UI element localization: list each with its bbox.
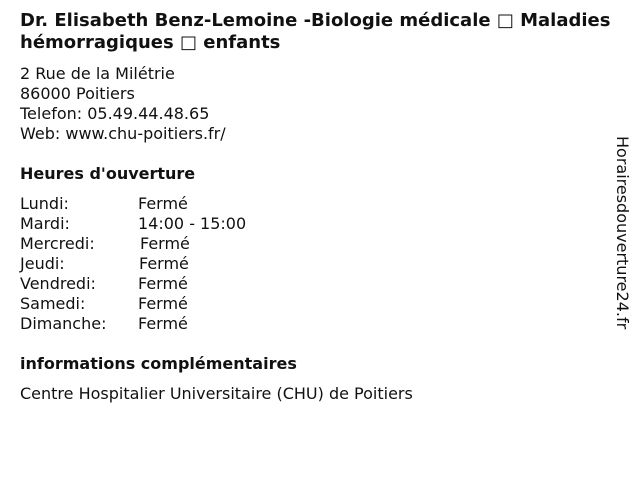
page-title: Dr. Elisabeth Benz-Lemoine -Biologie médicale □ Maladies hémorragiques □ enfants: [20, 10, 611, 53]
day-label: Mercredi:: [20, 234, 95, 253]
day-label: Jeudi:: [20, 254, 65, 273]
opening-hours-heading: Heures d'ouverture: [20, 164, 196, 183]
phone-number[interactable]: Telefon: 05.49.44.48.65: [20, 104, 210, 123]
day-hours: Fermé: [138, 314, 188, 333]
day-hours: Fermé: [138, 274, 188, 293]
day-hours: Fermé: [138, 294, 188, 313]
additional-info-heading: informations complémentaires: [20, 354, 297, 373]
additional-info-text: Centre Hospitalier Universitaire (CHU) de Poitiers: [20, 384, 413, 403]
site-watermark: Horairesdouverture24.fr: [613, 136, 632, 330]
day-label: Samedi:: [20, 294, 86, 313]
day-label: Lundi:: [20, 194, 69, 213]
day-label: Mardi:: [20, 214, 70, 233]
day-label: Dimanche:: [20, 314, 107, 333]
city-postal: 86000 Poitiers: [20, 84, 135, 103]
day-hours: Fermé: [140, 234, 190, 253]
street-address: 2 Rue de la Milétrie: [20, 64, 175, 83]
day-hours: Fermé: [138, 194, 188, 213]
day-hours: 14:00 - 15:00: [138, 214, 247, 233]
website-link[interactable]: Web: www.chu-poitiers.fr/: [20, 124, 226, 143]
day-label: Vendredi:: [20, 274, 96, 293]
day-hours: Fermé: [139, 254, 189, 273]
address-block: [20, 64, 226, 144]
